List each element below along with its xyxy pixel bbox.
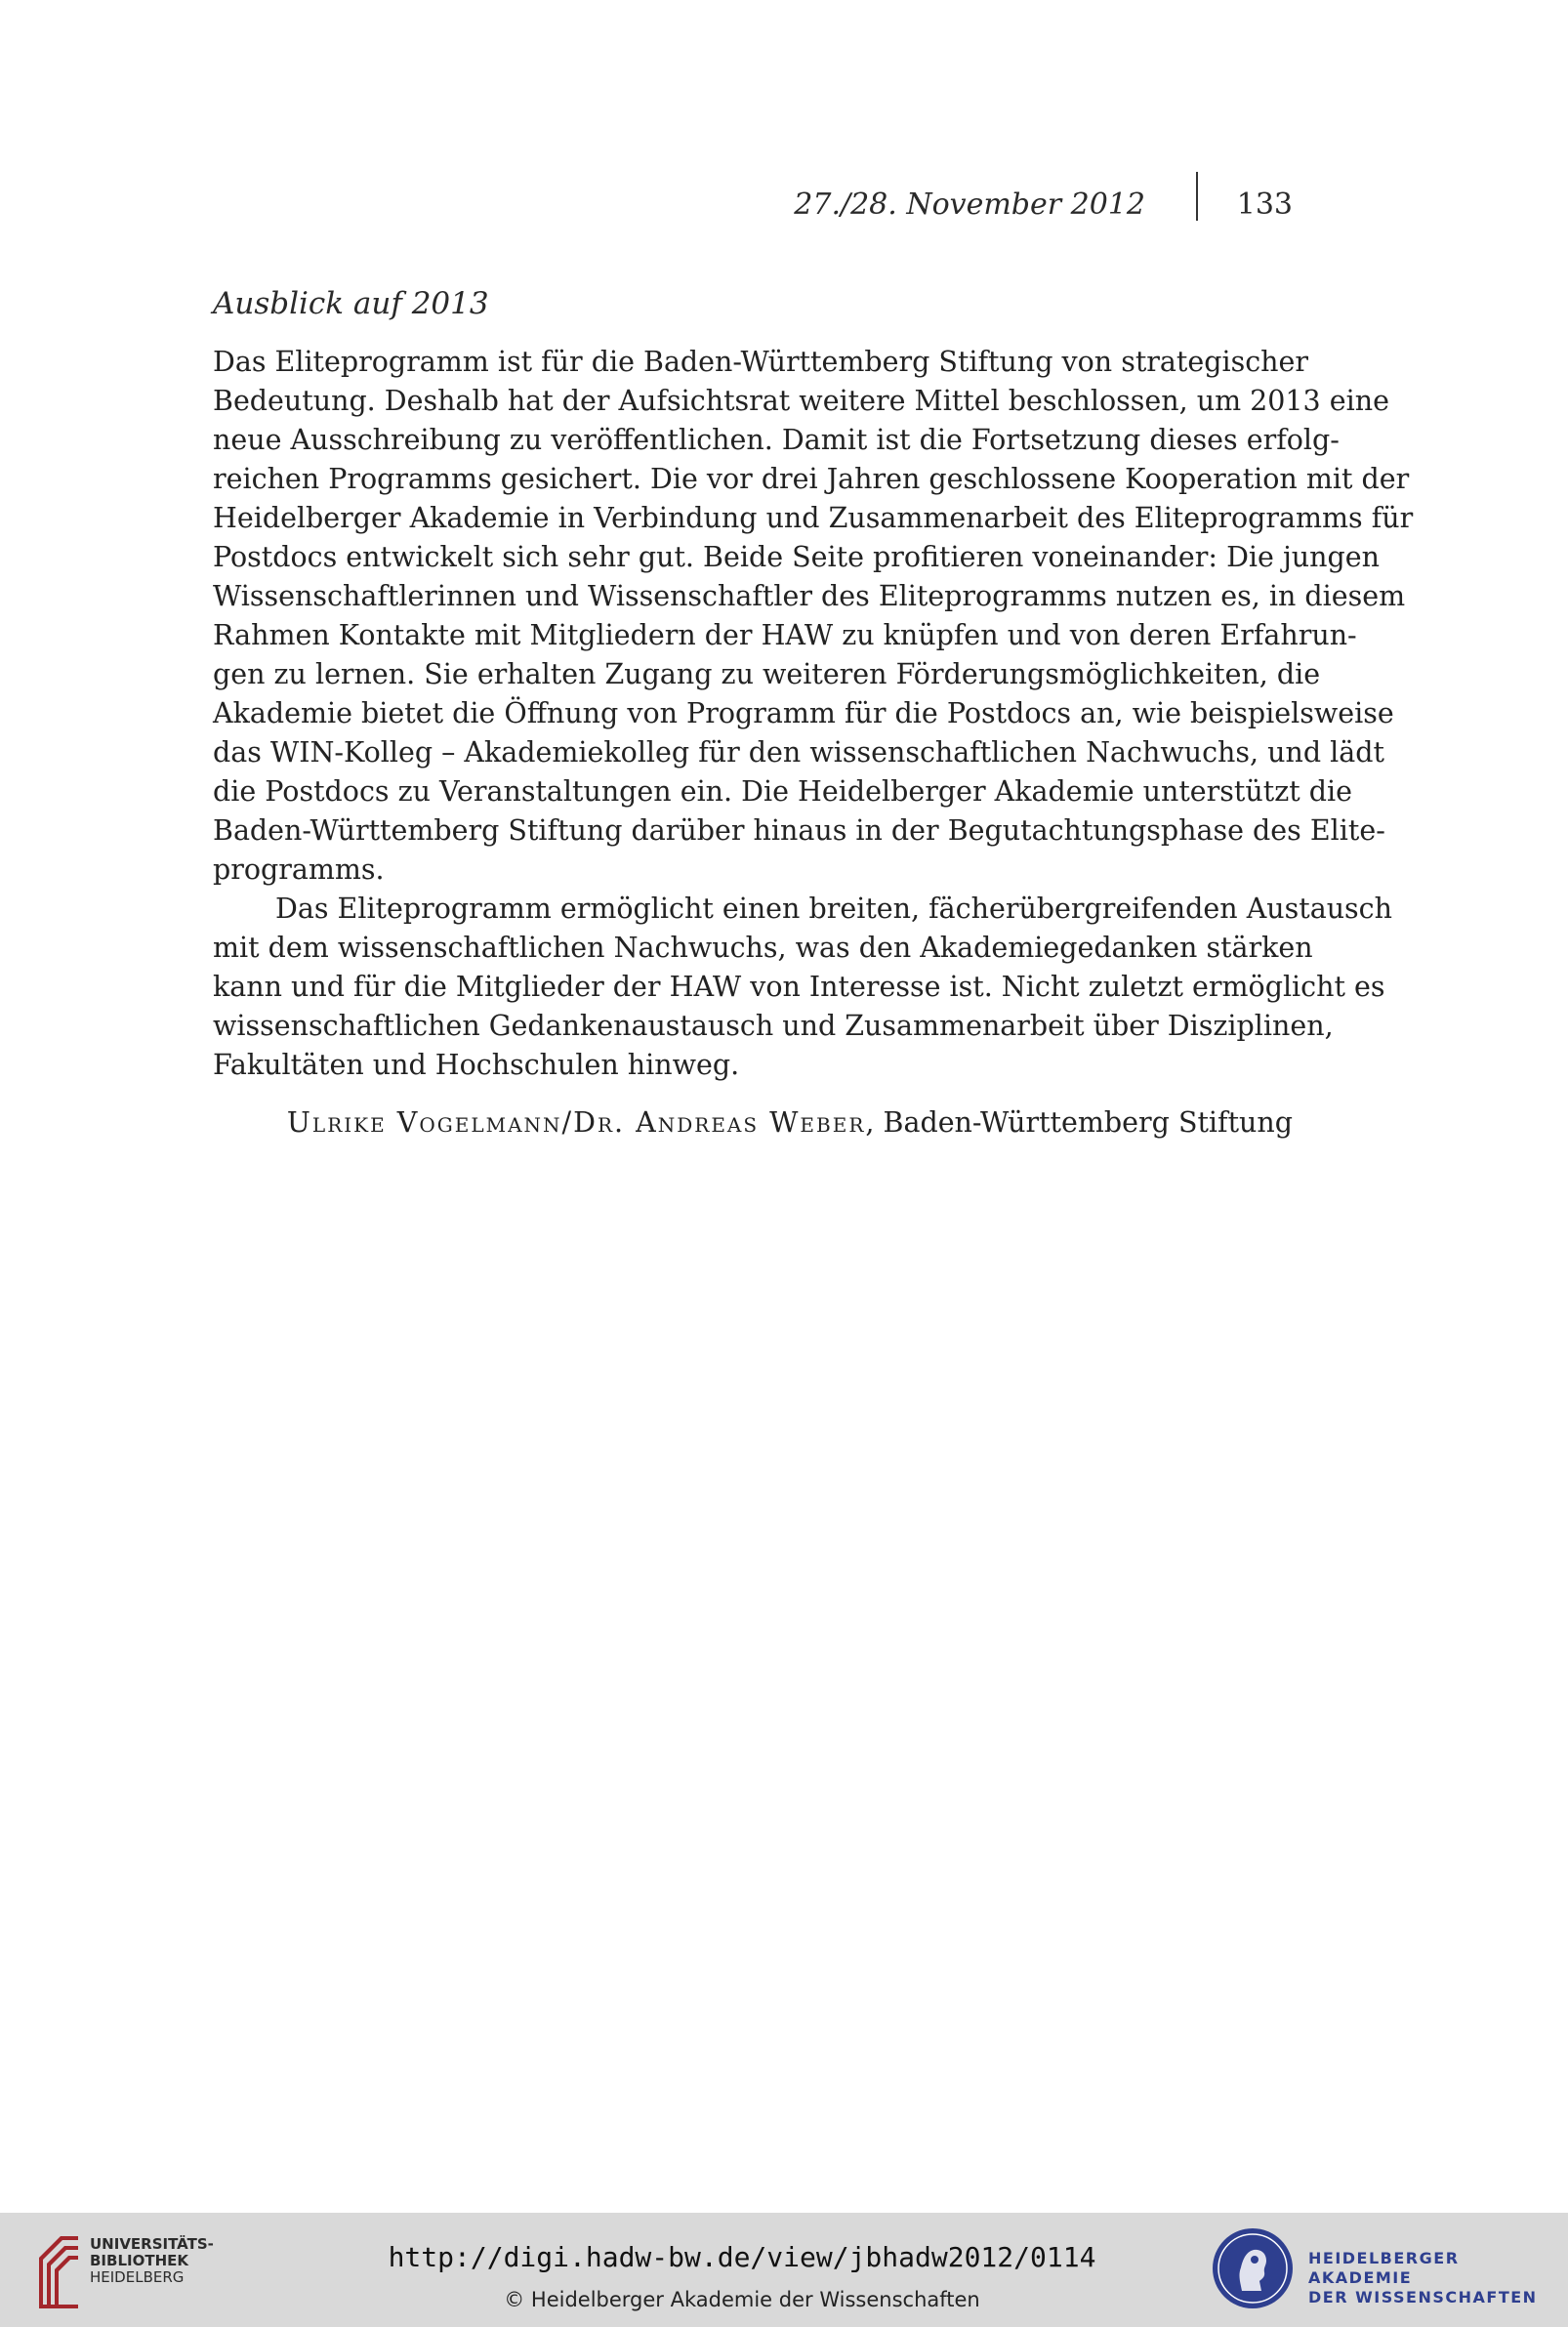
body-line: mit dem wissenschaftlichen Nachwuchs, was den Akademiegedanken stärken <box>213 932 1313 964</box>
body-text <box>213 343 1414 1085</box>
body-line: Akademie bietet die Öffnung von Programm für die Postdocs an, wie beispielsweise <box>213 697 1394 729</box>
signature-separator: , <box>865 1106 884 1139</box>
section-heading: Ausblick auf 2013 <box>213 286 489 321</box>
library-name-line: BIBLIOTHEK <box>90 2252 188 2269</box>
academy-name-line: HEIDELBERGER AKADEMIE <box>1308 2249 1460 2287</box>
running-header-date: 27./28. November 2012 <box>794 187 1145 222</box>
body-line: reichen Programms gesichert. Die vor drei Jahren geschlossene Kooperation mit der <box>213 463 1410 495</box>
library-name-line: UNIVERSITÄTS- <box>90 2235 214 2253</box>
academy-name-line: DER WISSENSCHAFTEN <box>1308 2288 1538 2306</box>
author-names: Ulrike Vogelmann/Dr. Andreas Weber <box>286 1106 866 1139</box>
library-name <box>90 2236 214 2286</box>
body-line: wissenschaftlichen Gedankenaustausch und Zusammenarbeit über Disziplinen, <box>213 1010 1334 1042</box>
body-line: programms. <box>213 853 385 886</box>
body-line: Postdocs entwickelt sich sehr gut. Beide Seite profitieren voneinander: Die jungen <box>213 541 1380 573</box>
haw-seal-logo-icon <box>1211 2226 1295 2310</box>
body-line: Bedeutung. Deshalb hat der Aufsichtsrat weitere Mittel beschlossen, um 2013 eine <box>213 385 1389 417</box>
author-signature <box>213 1103 1293 1143</box>
body-line: Baden-Württemberg Stiftung darüber hinaus in der Begutachtungsphase des Elite- <box>213 814 1385 847</box>
body-line: Fakultäten und Hochschulen hinweg. <box>213 1049 740 1081</box>
body-line: die Postdocs zu Veranstaltungen ein. Die Heidelberger Akademie unterstützt die <box>213 775 1352 808</box>
body-line: Rahmen Kontakte mit Mitgliedern der HAW zu knüpfen und von deren Erfahrun- <box>213 619 1357 651</box>
body-line: Das Eliteprogramm ist für die Baden-Württemberg Stiftung von strategischer <box>213 346 1309 378</box>
body-line: gen zu lernen. Sie erhalten Zugang zu weiteren Förderungsmöglichkeiten, die <box>213 658 1321 690</box>
ub-heidelberg-logo-icon <box>35 2228 82 2312</box>
body-line: das WIN-Kolleg – Akademiekolleg für den wissenschaftlichen Nachwuchs, und lädt <box>213 736 1384 769</box>
page-number: 133 <box>1236 187 1293 222</box>
body-line: Das Eliteprogramm ermöglicht einen breiten, fächerübergreifenden Austausch <box>275 893 1392 925</box>
library-name-line: HEIDELBERG <box>90 2268 185 2286</box>
copyright-notice: © Heidelberger Akademie der Wissenschaften <box>504 2288 980 2311</box>
academy-name <box>1308 2249 1568 2307</box>
permalink-url[interactable]: http://digi.hadw-bw.de/view/jbhadw2012/0114 <box>388 2241 1096 2273</box>
body-line: Heidelberger Akademie in Verbindung und Zusammenarbeit des Eliteprogramms für <box>213 502 1414 534</box>
header-divider <box>1196 172 1198 221</box>
body-line: Wissenschaftlerinnen und Wissenschaftler des Eliteprogramms nutzen es, in diesem <box>213 580 1406 612</box>
body-line: kann und für die Mitglieder der HAW von Interesse ist. Nicht zuletzt ermöglicht es <box>213 971 1385 1003</box>
author-affiliation: Baden-Württemberg Stiftung <box>883 1106 1293 1139</box>
body-line: neue Ausschreibung zu veröffentlichen. Damit ist die Fortsetzung dieses erfolg- <box>213 424 1340 456</box>
